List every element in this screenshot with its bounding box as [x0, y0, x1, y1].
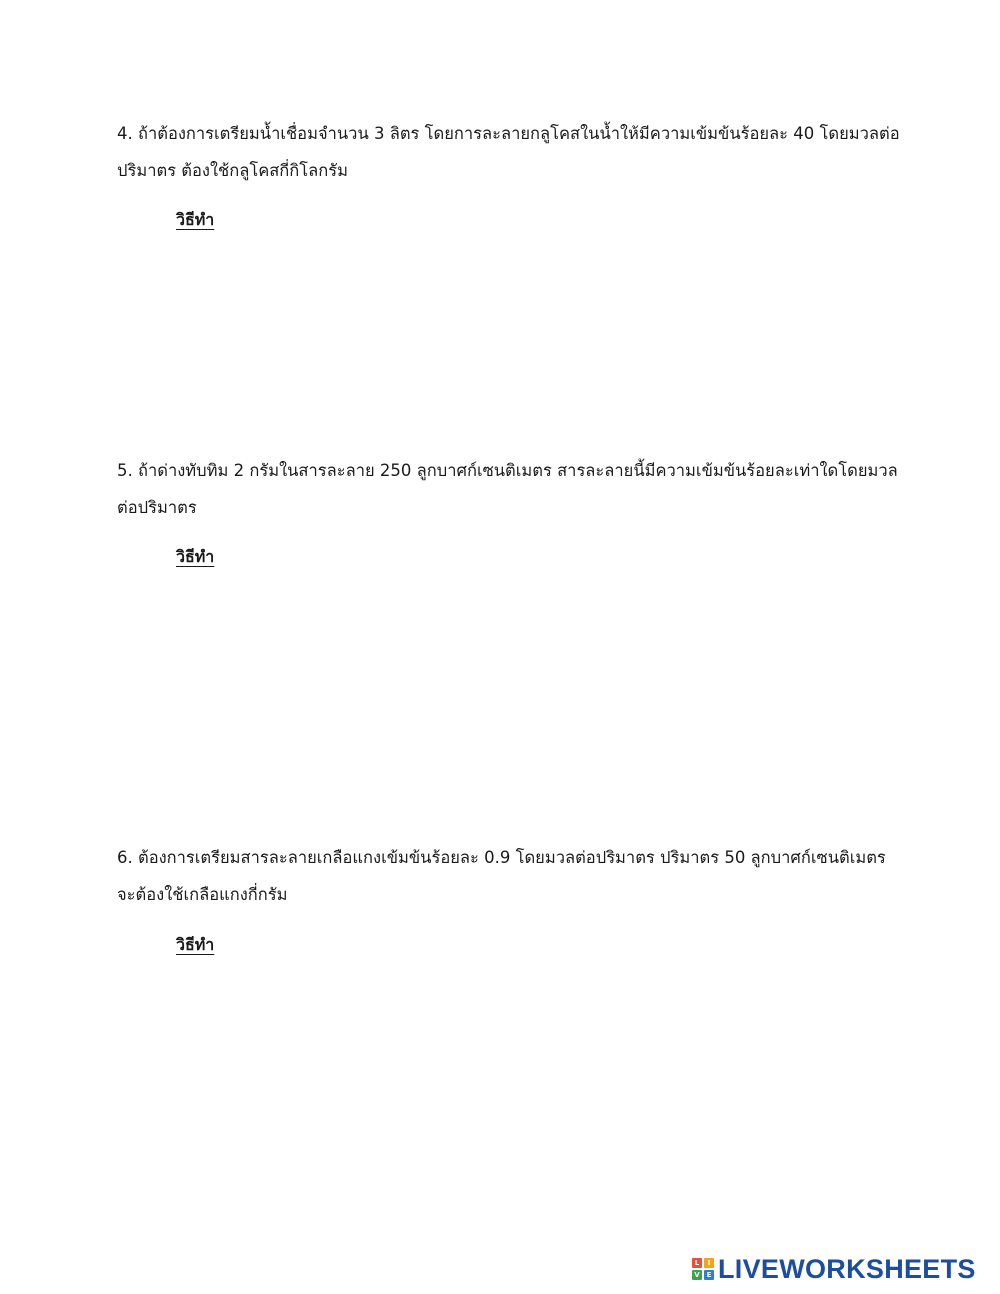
question-4 [117, 115, 900, 189]
question-6-line-1: 6. ต้องการเตรียมสารละลายเกลือแกงเข้มข้นร้อยละ 0.9 โดยมวลต่อปริมาตร ปริมาตร 50 ลูกบาศก์เซนติเมตร [117, 848, 886, 867]
question-6-line-2: จะต้องใช้เกลือแกงกี่กรัม [117, 885, 288, 904]
question-5-line-1: 5. ถ้าด่างทับทิม 2 กรัมในสารละลาย 250 ลูกบาศก์เซนติเมตร สารละลายนี้มีความเข้มข้นร้อยละเท่าใดโดยมวล [117, 461, 898, 480]
question-6 [117, 839, 887, 913]
logo-mark-icon [692, 1258, 714, 1280]
logo-tile-1: L [692, 1258, 702, 1268]
logo-text: LIVEWORKSHEETS [718, 1253, 976, 1284]
question-4-method-label: วิธีทำ [176, 210, 215, 229]
question-5-method-label: วิธีทำ [176, 547, 215, 566]
question-4-line-2: ปริมาตร ต้องใช้กลูโคสกี่กิโลกรัม [117, 161, 348, 180]
logo-tile-2: I [704, 1258, 714, 1268]
logo-tile-4: E [704, 1270, 714, 1280]
logo-tile-3: V [692, 1270, 702, 1280]
question-6-method-label: วิธีทำ [176, 935, 215, 954]
liveworksheets-logo[interactable] [692, 1254, 976, 1284]
question-4-line-1: 4. ถ้าต้องการเตรียมน้ำเชื่อมจำนวน 3 ลิตร โดยการละลายกลูโคสในน้ำให้มีความเข้มข้นร้อยละ 40 โดยมวลต่อ [117, 124, 900, 143]
question-5-line-2: ต่อปริมาตร [117, 498, 197, 517]
question-5 [117, 452, 898, 526]
